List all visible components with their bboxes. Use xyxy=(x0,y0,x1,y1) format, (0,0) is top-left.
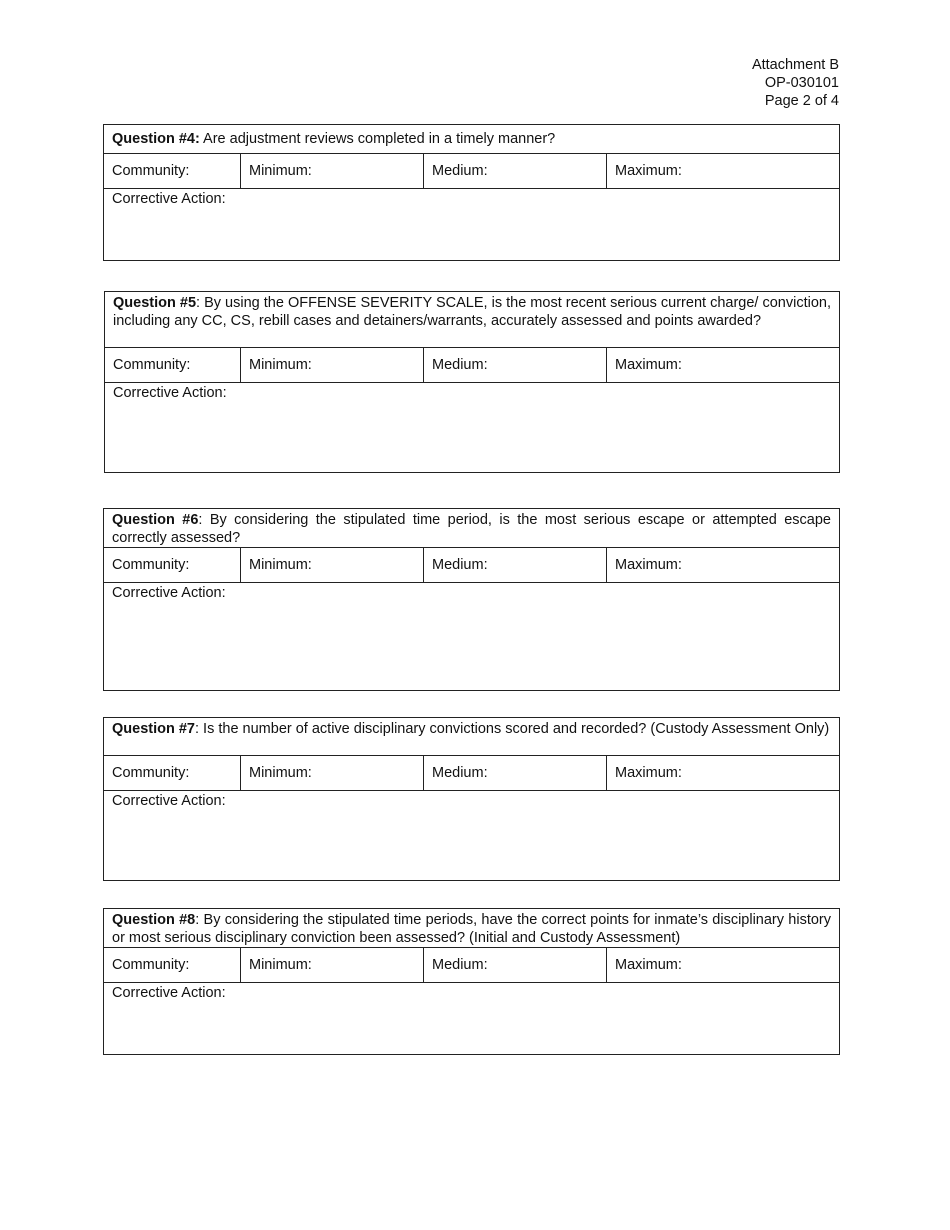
community-cell[interactable]: Community: xyxy=(104,154,241,189)
medium-cell[interactable]: Medium: xyxy=(424,548,607,583)
question-number: Question #6 xyxy=(112,512,199,528)
minimum-cell[interactable]: Minimum: xyxy=(241,948,424,983)
question-5-table xyxy=(104,291,840,473)
maximum-cell[interactable]: Maximum: xyxy=(607,154,840,189)
minimum-cell[interactable]: Minimum: xyxy=(241,548,424,583)
maximum-cell[interactable]: Maximum: xyxy=(607,756,840,791)
maximum-cell[interactable]: Maximum: xyxy=(607,948,840,983)
question-8-text xyxy=(104,909,840,948)
medium-cell[interactable]: Medium: xyxy=(424,348,607,383)
question-6-table xyxy=(103,508,840,691)
question-body: Are adjustment reviews completed in a timely manner? xyxy=(199,131,556,147)
community-cell[interactable]: Community: xyxy=(104,548,241,583)
question-number: Question #5 xyxy=(113,295,197,311)
question-number: Question #8 xyxy=(112,912,196,928)
question-body: : By using the OFFENSE SEVERITY SCALE, is the most recent serious current charge/ conviction, including any CC, CS, rebill cases and detainers/warrants, accurately assessed and points awarded? xyxy=(113,295,831,329)
medium-cell[interactable]: Medium: xyxy=(424,756,607,791)
maximum-cell[interactable]: Maximum: xyxy=(607,548,840,583)
minimum-cell[interactable]: Minimum: xyxy=(241,348,424,383)
question-6-text xyxy=(104,509,840,548)
question-8-table xyxy=(103,908,840,1055)
question-number: Question #4: xyxy=(112,131,200,147)
question-body: : By considering the stipulated time periods, have the correct points for inmate’s disciplinary history or most serious disciplinary conviction been assessed? (Initial and Custody Assessment) xyxy=(112,912,831,946)
page-number: Page 2 of 4 xyxy=(764,93,839,109)
attachment-label: Attachment B xyxy=(751,57,839,73)
question-body: : Is the number of active disciplinary convictions scored and recorded? (Custody Assessment Only) xyxy=(195,721,830,737)
corrective-action-cell[interactable]: Corrective Action: xyxy=(104,983,840,1055)
question-7-text xyxy=(104,718,840,756)
minimum-cell[interactable]: Minimum: xyxy=(241,154,424,189)
page-header xyxy=(752,56,839,110)
question-4-table xyxy=(103,124,840,261)
maximum-cell[interactable]: Maximum: xyxy=(607,348,840,383)
community-cell[interactable]: Community: xyxy=(104,756,241,791)
minimum-cell[interactable]: Minimum: xyxy=(241,756,424,791)
corrective-action-cell[interactable]: Corrective Action: xyxy=(104,583,840,691)
community-cell[interactable]: Community: xyxy=(104,948,241,983)
corrective-action-cell[interactable]: Corrective Action: xyxy=(105,383,840,473)
question-5-text xyxy=(105,292,840,348)
question-body: : By considering the stipulated time period, is the most serious escape or attempted escape correctly assessed? xyxy=(112,512,831,546)
medium-cell[interactable]: Medium: xyxy=(424,154,607,189)
question-7-table xyxy=(103,717,840,881)
community-cell[interactable]: Community: xyxy=(105,348,241,383)
corrective-action-cell[interactable]: Corrective Action: xyxy=(104,189,840,261)
question-4-text xyxy=(104,125,840,154)
policy-number: OP-030101 xyxy=(764,75,839,91)
corrective-action-cell[interactable]: Corrective Action: xyxy=(104,791,840,881)
medium-cell[interactable]: Medium: xyxy=(424,948,607,983)
question-number: Question #7 xyxy=(112,721,195,737)
